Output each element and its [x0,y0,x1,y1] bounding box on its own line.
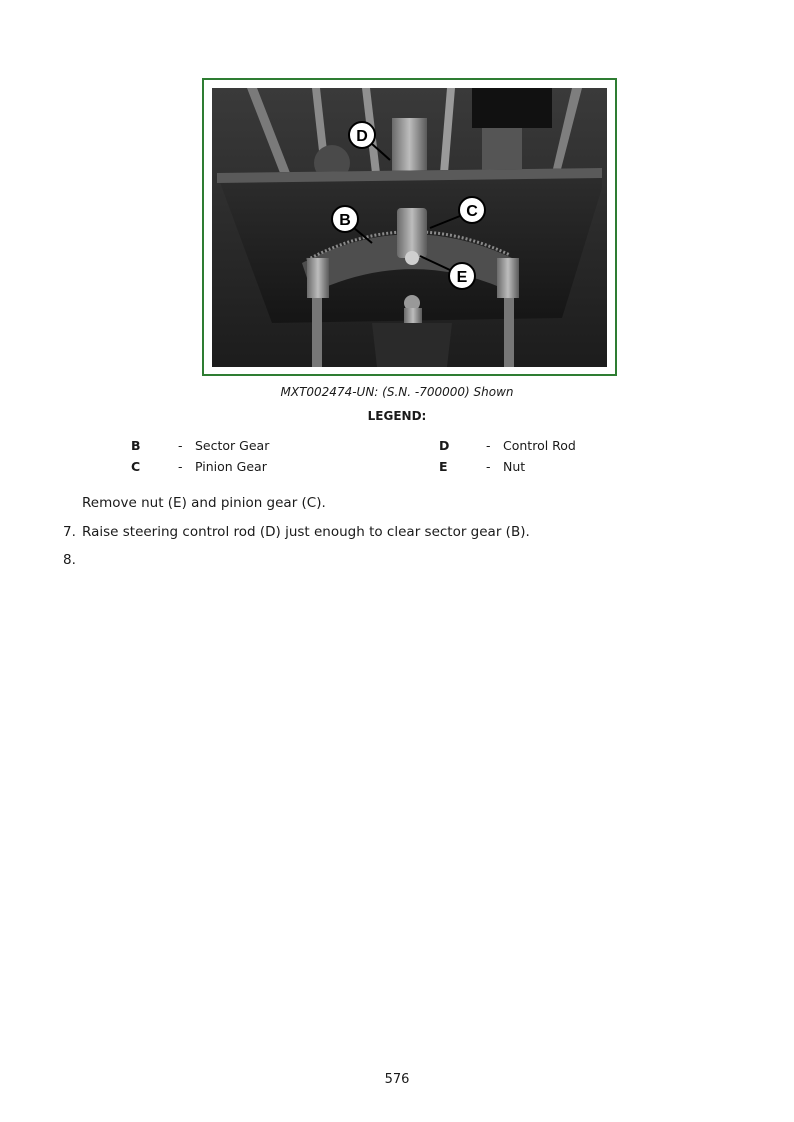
callout-b: B [339,212,351,229]
legend-desc: Sector Gear [195,438,270,453]
legend-key: B [131,438,141,453]
figure-frame [202,78,617,376]
steering-gear-photo [212,88,607,367]
legend-desc: Control Rod [503,438,576,453]
legend-item-b [131,437,351,455]
legend-separator: - [178,438,183,453]
legend-separator: - [178,459,183,474]
step-number: 8. [63,552,76,568]
callout-d: D [356,128,368,145]
step-text: Remove nut (E) and pinion gear (C). [82,495,326,511]
callout-c: C [466,203,478,220]
legend-key: E [439,459,448,474]
legend-title: LEGEND: [367,409,427,423]
legend-desc: Nut [503,459,526,474]
step-text: Raise steering control rod (D) just enough to clear sector gear (B). [82,524,530,540]
figure-caption: MXT002474-UN: (S.N. -700000) Shown [280,385,514,399]
legend-item-e [439,458,659,476]
legend-separator: - [486,459,491,474]
legend-item-c [131,458,351,476]
step-number: 7. [63,524,76,540]
legend-key: D [439,438,450,453]
legend-desc: Pinion Gear [195,459,267,474]
legend-separator: - [486,438,491,453]
legend-key: C [131,459,141,474]
page-number: 576 [384,1072,410,1087]
callout-e: E [456,269,468,286]
legend-item-d [439,437,659,455]
